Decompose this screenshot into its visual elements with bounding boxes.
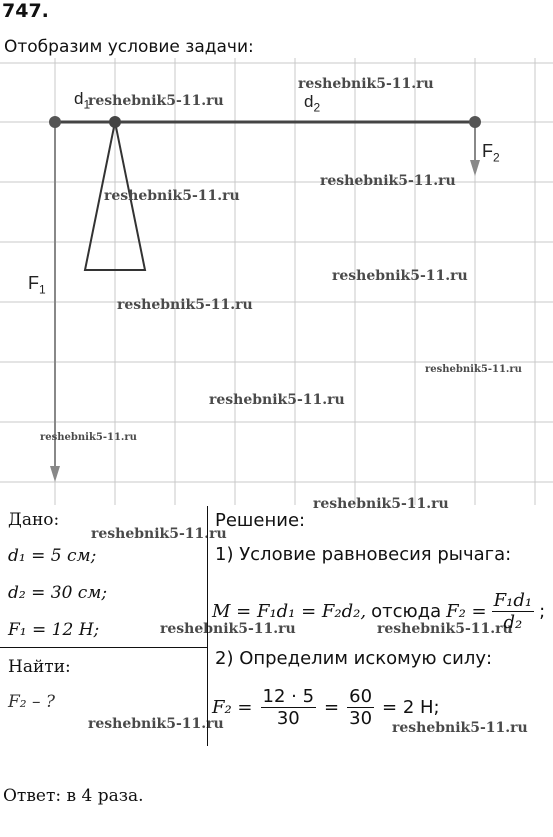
eq2-equals: = [324, 696, 340, 718]
eq1-end: ; [539, 600, 546, 622]
watermark: reshebnik5-11.ru [313, 496, 449, 512]
force-f2-arrowhead [470, 160, 480, 176]
label-d2: $d_2$ [304, 92, 321, 115]
eq2-end: = 2 Н; [382, 696, 440, 718]
eq2-lhs: F₂ = [212, 696, 253, 718]
watermark: reshebnik5-11.ru [332, 268, 468, 284]
watermark: reshebnik5-11.ru [160, 621, 296, 637]
watermark: reshebnik5-11.ru [209, 392, 345, 408]
label-f2: $F_2$ [482, 141, 500, 165]
eq2-numerator-1: 12 · 5 [262, 685, 315, 707]
watermark: reshebnik5-11.ru [91, 526, 227, 542]
force-f1-arrowhead [50, 466, 60, 482]
find-title: Найти: [8, 657, 71, 677]
given-d2: d₂ = 30 см; [8, 583, 108, 603]
eq2-fraction-1 [261, 686, 317, 729]
eq2-numerator-2: 60 [349, 685, 373, 707]
point-f2 [469, 116, 481, 128]
answer-text: Ответ: в 4 раза. [3, 786, 144, 806]
watermark: reshebnik5-11.ru [88, 93, 224, 109]
given-d1: d₁ = 5 см; [8, 546, 97, 566]
watermark: reshebnik5-11.ru [117, 297, 253, 313]
eq1-mid: отсюда [371, 600, 442, 622]
point-f1 [49, 116, 61, 128]
point-pivot [109, 116, 121, 128]
solution-title: Решение: [215, 510, 306, 531]
eq1-denominator: d₂ [503, 611, 523, 633]
problem-number: 747. [2, 0, 49, 22]
solution-step2: 2) Определим искомую силу: [215, 648, 493, 669]
intro-text: Отобразим условие задачи: [4, 37, 254, 57]
watermark: reshebnik5-11.ru [425, 364, 522, 375]
eq1-fraction [492, 590, 534, 633]
watermark: reshebnik5-11.ru [320, 173, 456, 189]
equation-result [212, 678, 440, 736]
eq1-lhs: F₂ = [446, 600, 487, 622]
eq2-denominator-1: 30 [276, 707, 300, 729]
label-f1: $F_1$ [28, 273, 46, 297]
eq1-left: M = F₁d₁ = F₂d₂, [212, 600, 367, 622]
label-d1: $d_1$ [74, 89, 91, 112]
solution-step1: 1) Условие равновесия рычага: [215, 544, 512, 565]
divider-vertical [207, 506, 208, 746]
equation-equilibrium [212, 582, 545, 640]
watermark: reshebnik5-11.ru [298, 76, 434, 92]
watermark: reshebnik5-11.ru [377, 621, 513, 637]
given-title: Дано: [8, 510, 60, 530]
watermark: reshebnik5-11.ru [392, 720, 528, 736]
eq1-numerator: F₁d₁ [493, 589, 533, 611]
watermark: reshebnik5-11.ru [88, 716, 224, 732]
given-f1: F₁ = 12 Н; [8, 620, 100, 640]
watermark: reshebnik5-11.ru [40, 432, 137, 443]
find-value: F₂ – ? [8, 692, 56, 712]
watermark: reshebnik5-11.ru [104, 188, 240, 204]
divider-horizontal [0, 647, 208, 648]
eq2-denominator-2: 30 [349, 707, 373, 729]
eq2-fraction-2 [347, 686, 374, 729]
